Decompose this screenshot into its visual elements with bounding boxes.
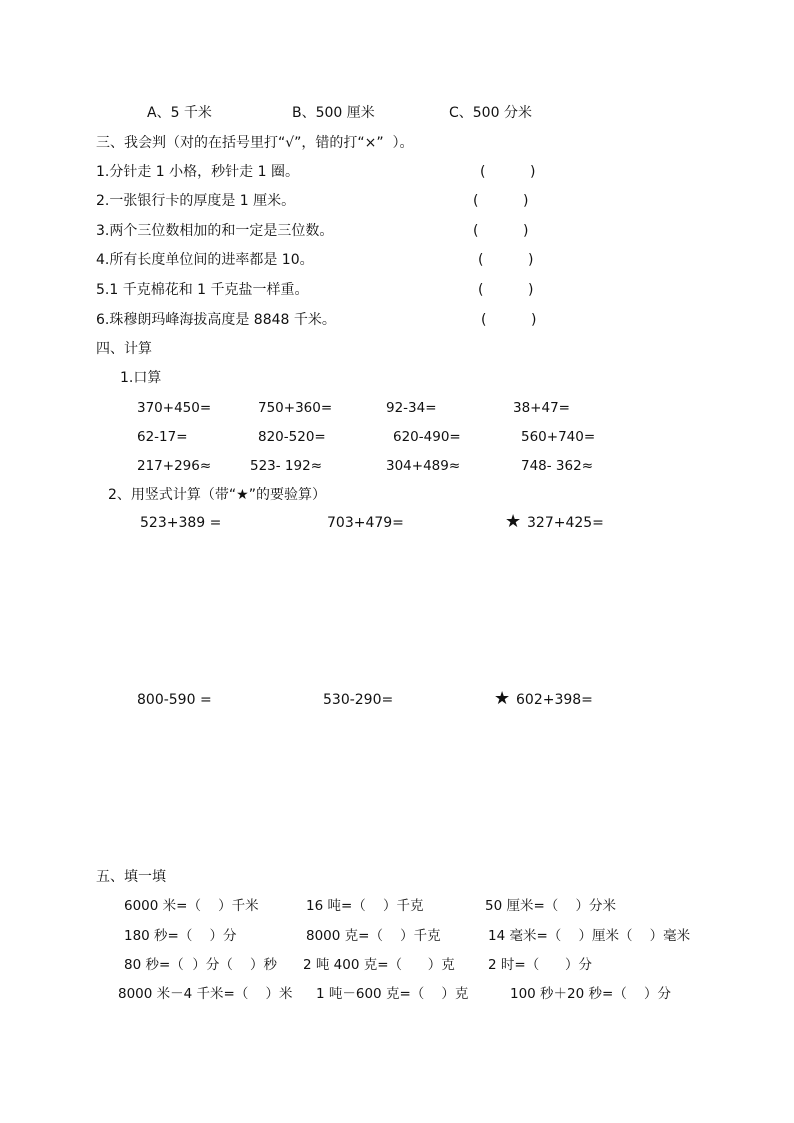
judge-item-3: 3.两个三位数相加的和一定是三位数。 — [96, 223, 334, 239]
fill-problem: 50 厘米=（ ）分米 — [485, 898, 616, 914]
section3-heading: 三、我会判（对的在括号里打“√”，错的打“×” ）。 — [96, 135, 414, 151]
oral-problem: 92-34= — [386, 400, 437, 416]
option-a: A、5 千米 — [147, 105, 212, 121]
vertical-problem: 530-290= — [323, 692, 394, 708]
fill-problem: 14 毫米=（ ）厘米（ ）毫米 — [488, 928, 691, 944]
vertical-problem: 523+389 = — [140, 515, 222, 531]
oral-problem: 620-490= — [393, 429, 461, 445]
judge-bracket-5[interactable]: ( ) — [478, 282, 534, 298]
vertical-problem: 800-590 = — [137, 692, 212, 708]
judge-bracket-6[interactable]: ( ) — [481, 312, 537, 328]
fill-problem: 8000 米－4 千米=（ ）米 — [118, 986, 293, 1002]
star-icon: ★ — [505, 511, 522, 532]
fill-problem: 1 吨－600 克=（ ）克 — [316, 986, 469, 1002]
oral-problem: 304+489≈ — [386, 458, 461, 474]
vertical-problem: 327+425= — [527, 515, 604, 531]
oral-calc-subheading: 1.口算 — [120, 370, 162, 386]
star-icon: ★ — [494, 688, 511, 709]
judge-bracket-4[interactable]: ( ) — [478, 252, 534, 268]
oral-problem: 523- 192≈ — [250, 458, 323, 474]
judge-item-5: 5.1 千克棉花和 1 千克盐一样重。 — [96, 282, 309, 298]
oral-problem: 750+360= — [258, 400, 333, 416]
vertical-problem: 703+479= — [327, 515, 404, 531]
option-b: B、500 厘米 — [292, 105, 375, 121]
fill-problem: 8000 克=（ ）千克 — [306, 928, 441, 944]
oral-problem: 217+296≈ — [137, 458, 212, 474]
section5-heading: 五、填一填 — [96, 869, 166, 885]
judge-bracket-3[interactable]: ( ) — [473, 223, 529, 239]
vertical-calc-subheading: 2、用竖式计算（带“★”的要验算） — [108, 487, 326, 503]
oral-problem: 560+740= — [521, 429, 596, 445]
oral-problem: 62-17= — [137, 429, 188, 445]
section4-heading: 四、计算 — [96, 341, 152, 357]
judge-item-4: 4.所有长度单位间的进率都是 10。 — [96, 252, 314, 268]
fill-problem: 2 时=（ ）分 — [488, 957, 592, 973]
fill-problem: 2 吨 400 克=（ ）克 — [303, 957, 455, 973]
oral-problem: 748- 362≈ — [521, 458, 594, 474]
fill-problem: 16 吨=（ ）千克 — [306, 898, 424, 914]
judge-item-6: 6.珠穆朗玛峰海拔高度是 8848 千米。 — [96, 312, 336, 328]
oral-problem: 370+450= — [137, 400, 212, 416]
judge-bracket-2[interactable]: ( ) — [473, 193, 529, 209]
oral-problem: 38+47= — [513, 400, 570, 416]
judge-item-1: 1.分针走 1 小格，秒针走 1 圈。 — [96, 164, 299, 180]
fill-problem: 180 秒=（ ）分 — [124, 928, 237, 944]
vertical-problem: 602+398= — [516, 692, 593, 708]
fill-problem: 80 秒=（ ）分（ ）秒 — [124, 957, 278, 973]
option-c: C、500 分米 — [449, 105, 532, 121]
judge-bracket-1[interactable]: ( ) — [480, 164, 536, 180]
fill-problem: 100 秒＋20 秒=（ ）分 — [510, 986, 672, 1002]
oral-problem: 820-520= — [258, 429, 326, 445]
judge-item-2: 2.一张银行卡的厚度是 1 厘米。 — [96, 193, 296, 209]
fill-problem: 6000 米=（ ）千米 — [124, 898, 259, 914]
